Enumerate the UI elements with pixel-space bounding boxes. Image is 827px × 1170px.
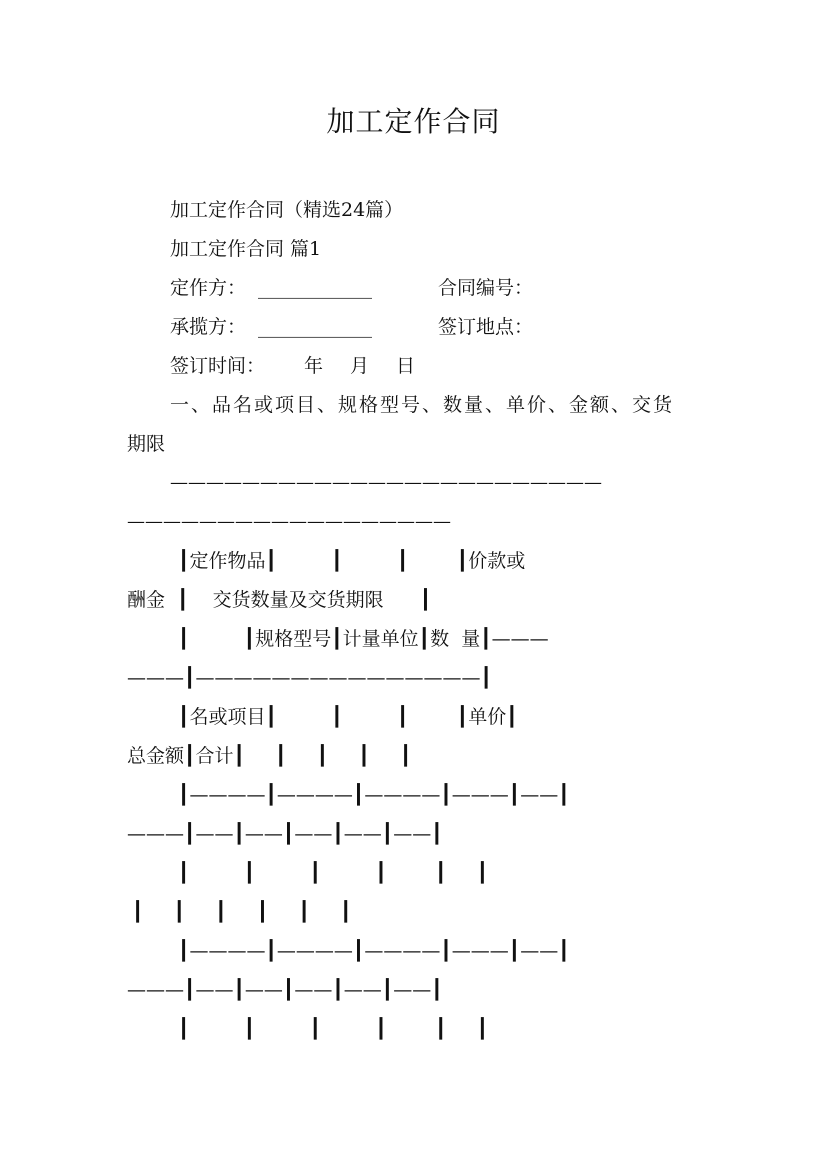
table-row-5: ┃名或项目┃ ┃ ┃ ┃单价┃ xyxy=(178,706,518,728)
clause-1-line-2: 期限 xyxy=(127,433,166,455)
table-row-8: ———┃——┃——┃——┃——┃——┃ xyxy=(127,823,443,845)
table-row-12: ———┃——┃——┃——┃——┃——┃ xyxy=(127,979,443,1001)
table-row-7: ┃————┃————┃————┃———┃——┃ xyxy=(178,784,570,806)
day-label: 日 xyxy=(396,355,416,377)
party-b-blank: ____________ xyxy=(258,316,372,338)
month-label: 月 xyxy=(350,355,370,377)
clause-1-line-1: 一、品名或项目、规格型号、数量、单价、金额、交货 xyxy=(170,394,675,416)
party-a-label: 定作方： xyxy=(170,277,247,299)
dash-line-2: —————————————————— xyxy=(127,511,451,532)
party-a-blank: ____________ xyxy=(258,277,372,299)
section-heading: 加工定作合同 篇1 xyxy=(170,238,322,260)
table-row-2: 酬金 ┃ 交货数量及交货期限 ┃ xyxy=(127,589,432,611)
table-row-3: ┃ ┃规格型号┃计量单位┃数 量┃——— xyxy=(178,628,549,650)
contract-no-label: 合同编号： xyxy=(438,277,534,299)
sign-time-label: 签订时间： xyxy=(170,355,266,377)
table-row-1: ┃定作物品┃ ┃ ┃ ┃价款或 xyxy=(178,550,526,572)
dash-line-1: ———————————————————————— xyxy=(170,472,602,493)
sign-place-label: 签订地点： xyxy=(438,316,534,338)
table-row-11: ┃————┃————┃————┃———┃——┃ xyxy=(178,940,570,962)
party-b-label: 承揽方： xyxy=(170,316,247,338)
document-title: 加工定作合同 xyxy=(326,105,501,138)
table-row-9: ┃ ┃ ┃ ┃ ┃ ┃ xyxy=(178,862,489,884)
table-row-10: ┃ ┃ ┃ ┃ ┃ ┃ xyxy=(132,901,352,923)
table-row-13: ┃ ┃ ┃ ┃ ┃ ┃ xyxy=(178,1018,489,1040)
year-label: 年 xyxy=(304,355,324,377)
document-subtitle: 加工定作合同（精选24篇） xyxy=(170,199,404,221)
table-row-4: ———┃———————————————┃ xyxy=(127,667,492,689)
table-row-6: 总金额┃合计┃ ┃ ┃ ┃ ┃ xyxy=(127,745,412,767)
